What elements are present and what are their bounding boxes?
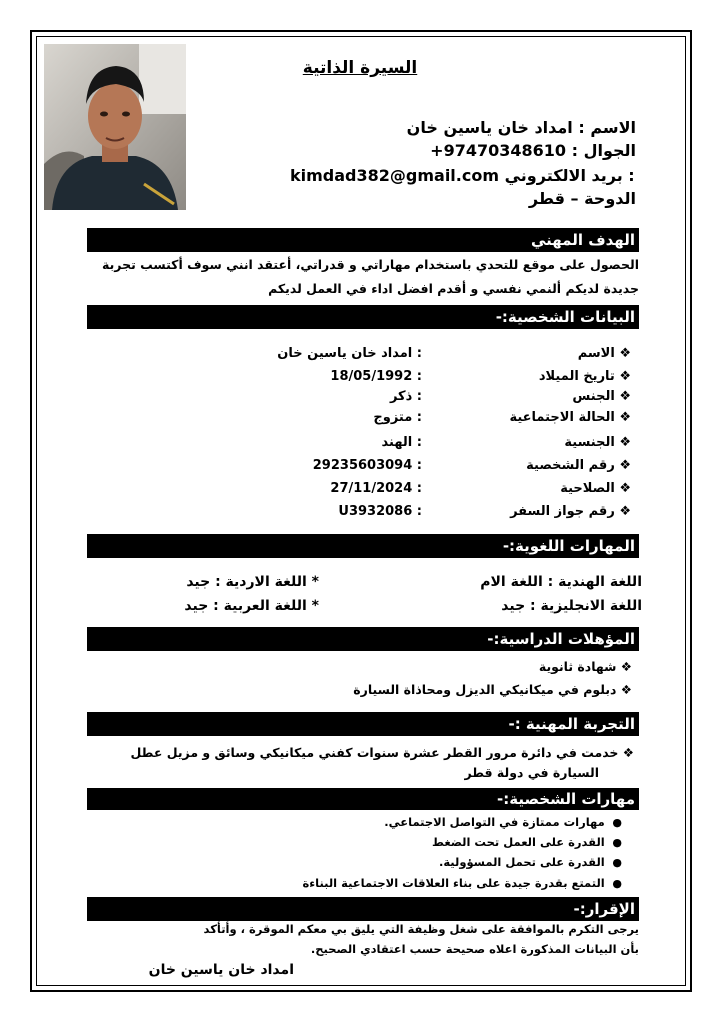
language-arabic: * اللغة العربية : جيد <box>184 598 319 614</box>
personal-value: : ذكر <box>389 389 422 404</box>
section-header-personal: البيانات الشخصية:- <box>87 305 639 329</box>
objective-line-1: الحصول على موقع للتحدي باستخدام مهاراتي و قدراتي، أعتقد انني سوف أكتسب تجربة <box>102 257 639 272</box>
section-header-languages: المهارات اللغوية:- <box>87 534 639 558</box>
declaration-line-1: يرجى التكرم بالموافقة على شغل وظيفة التي يليق بي معكم الموقرة ، وأتأكد <box>203 922 639 936</box>
personal-value: : الهند <box>381 435 422 450</box>
personal-value: : 29235603094 <box>312 458 422 473</box>
section-header-education: المؤهلات الدراسية:- <box>87 627 639 651</box>
section-header-declaration: الإقرار:- <box>87 897 639 921</box>
objective-line-2: جديدة لديكم ألنمي نفسي و أقدم افضل اداء في العمل لديكم <box>268 281 639 296</box>
personal-label: ❖ الجنسية <box>564 435 631 450</box>
contact-phone: الجوال : 97470348610+ <box>430 141 636 160</box>
personal-value: : امداد خان ياسين خان <box>277 346 422 361</box>
experience-line-1: ❖ خدمت في دائرة مرور القطر عشرة سنوات كفني ميكانيكي وسائق و مزيل عطل <box>130 745 634 760</box>
personal-label: ❖ الاسم <box>577 346 631 361</box>
experience-line-2: السيارة في دولة قطر <box>464 765 599 780</box>
education-item: ❖ شهادة ثانوية <box>538 659 632 674</box>
personal-label: ❖ الجنس <box>572 389 631 404</box>
section-header-skills: مهارات الشخصية:- <box>87 788 639 810</box>
personal-value: : 18/05/1992 <box>330 369 422 384</box>
personal-label: ❖ رقم جواز السفر <box>510 504 631 519</box>
education-item: ❖ دبلوم في ميكانيكي الديزل ومحاذاة السيارة <box>353 682 632 697</box>
personal-label: ❖ الصلاحية <box>560 481 631 496</box>
personal-value: : 27/11/2024 <box>330 481 422 496</box>
personal-label: ❖ الحالة الاجتماعية <box>509 410 631 425</box>
skill-item: ● التمتع بقدرة جيدة على بناء العلاقات الاجتماعية البناءة <box>302 876 622 890</box>
personal-value: : U3932086 <box>338 504 422 519</box>
contact-location: الدوحة – قطر <box>528 189 636 208</box>
language-hindi: اللغة الهندية : اللغة الام <box>480 574 642 590</box>
personal-label: ❖ رقم الشخصية <box>526 458 631 473</box>
declaration-line-2: بأن البيانات المذكورة اعلاه صحيحة حسب اعتقادي الصحيح. <box>310 942 639 956</box>
language-urdu: * اللغة الاردية : جيد <box>186 574 319 590</box>
email-label: بريد الالكتروني : <box>504 166 635 185</box>
section-header-experience: التجربة المهنية :- <box>87 712 639 736</box>
skill-item: ● القدرة على العمل تحت الضغط <box>432 835 622 849</box>
section-header-objective: الهدف المهني <box>87 228 639 252</box>
personal-value: : متزوج <box>373 410 422 425</box>
email-value: kimdad382@gmail.com <box>290 166 500 185</box>
page-title: السيرة الذاتية <box>302 58 418 78</box>
skill-item: ● القدرة على تحمل المسؤولية. <box>438 855 622 869</box>
profile-photo <box>44 44 186 210</box>
skill-item: ● مهارات ممتازة في التواصل الاجتماعي. <box>384 815 622 829</box>
signature-name: امداد خان ياسين خان <box>148 962 294 978</box>
language-english: اللغة الانجليزية : جيد <box>501 598 642 614</box>
contact-name: الاسم : امداد خان ياسين خان <box>406 118 636 137</box>
personal-label: ❖ تاريخ الميلاد <box>538 369 631 384</box>
contact-email <box>290 166 635 185</box>
